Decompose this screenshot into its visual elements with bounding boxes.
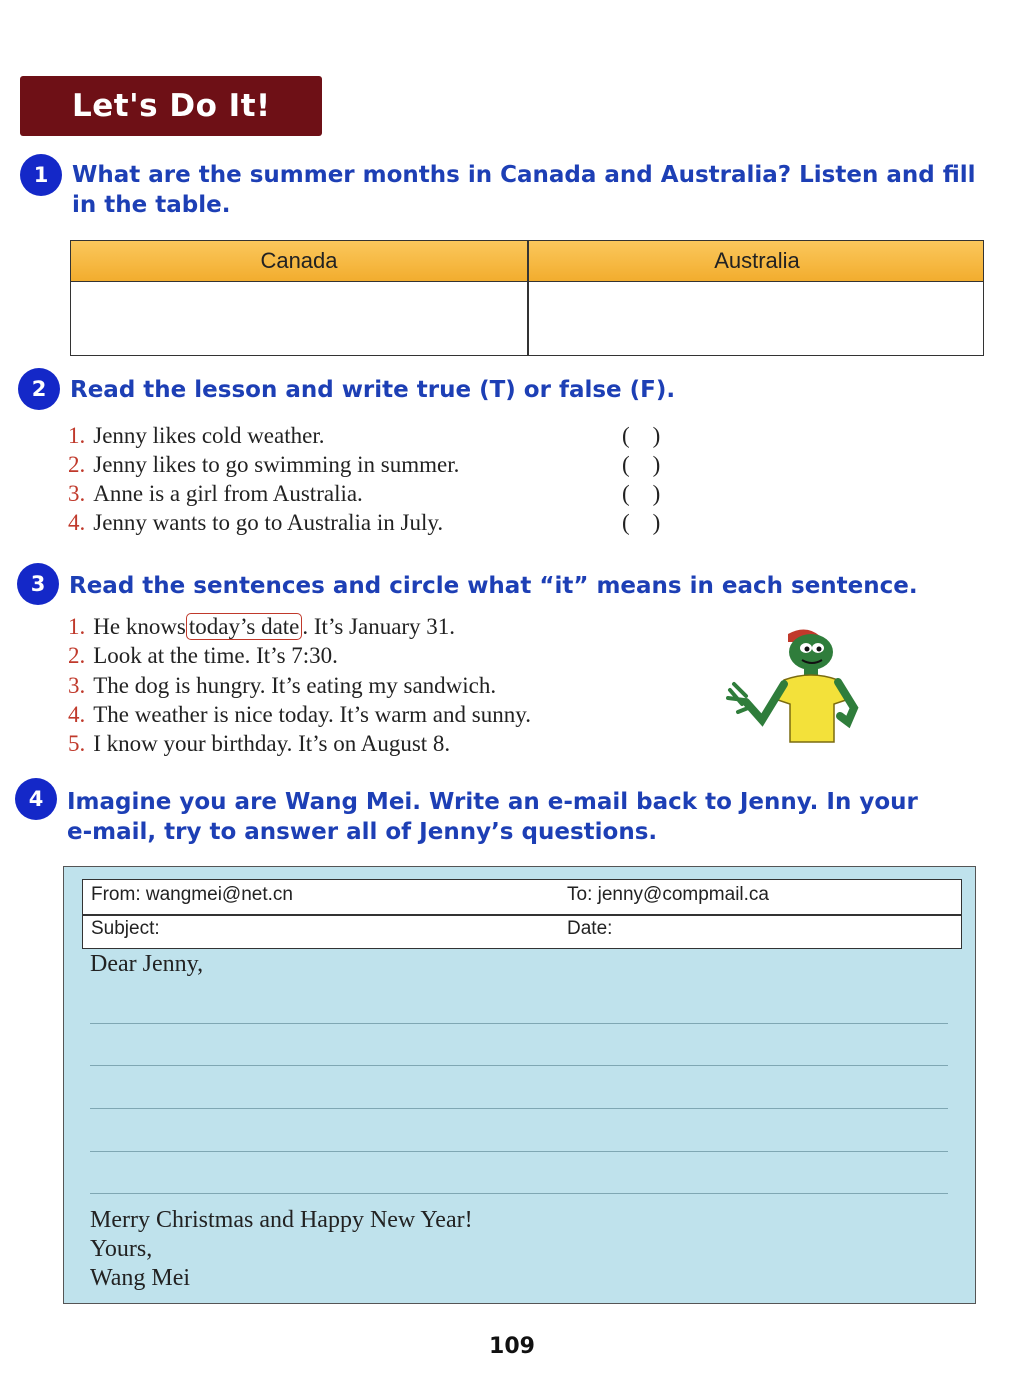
answer-blank-2[interactable]: ( ) bbox=[622, 452, 661, 477]
writing-line[interactable] bbox=[90, 1023, 948, 1024]
banner-title: Let's Do It! bbox=[72, 88, 271, 124]
table-header-australia: Australia bbox=[714, 248, 800, 273]
section-2-heading: Read the lesson and write true (T) or false (F). bbox=[70, 377, 676, 403]
list-item: 3. Anne is a girl from Australia. bbox=[68, 481, 363, 506]
email-to: To: jenny@compmail.ca bbox=[567, 884, 769, 905]
list-item: 1. He knows today’s date . It’s January 31. bbox=[68, 614, 456, 639]
section-1-heading-line1: What are the summer months in Canada and Australia? Listen and fill bbox=[72, 162, 976, 188]
summer-months-table bbox=[70, 240, 984, 356]
section-1-heading bbox=[72, 160, 976, 220]
email-form bbox=[63, 866, 976, 1304]
writing-line[interactable] bbox=[90, 1108, 948, 1109]
list-item: 4. The weather is nice today. It’s warm and sunny. bbox=[68, 702, 531, 727]
email-header-fields bbox=[82, 879, 962, 949]
writing-line[interactable] bbox=[90, 1065, 948, 1066]
answer-blank-3[interactable]: ( ) bbox=[622, 481, 661, 506]
list-item: 2. Jenny likes to go swimming in summer. bbox=[68, 452, 460, 477]
section-4-heading-line2: e-mail, try to answer all of Jenny’s questions. bbox=[67, 819, 658, 845]
section-1-number: 1 bbox=[20, 154, 62, 196]
table-header-canada: Canada bbox=[260, 248, 338, 273]
email-from: From: wangmei@net.cn bbox=[91, 884, 293, 905]
email-closing-wish: Merry Christmas and Happy New Year! bbox=[90, 1207, 473, 1233]
lets-do-it-banner bbox=[20, 76, 322, 136]
section-3-number: 3 bbox=[17, 563, 59, 605]
email-closing-yours: Yours, bbox=[90, 1236, 153, 1262]
email-subject-field[interactable]: Subject: bbox=[91, 918, 160, 939]
list-item: 4. Jenny wants to go to Australia in July. bbox=[68, 510, 444, 535]
list-item: 2. Look at the time. It’s 7:30. bbox=[68, 643, 338, 668]
section-1-heading-line2: in the table. bbox=[72, 192, 231, 218]
writing-line[interactable] bbox=[90, 1193, 948, 1194]
section-2-number: 2 bbox=[18, 368, 60, 410]
email-greeting: Dear Jenny, bbox=[90, 951, 204, 977]
list-item: 5. I know your birthday. It’s on August 8. bbox=[68, 731, 451, 756]
answer-blank-1[interactable]: ( ) bbox=[622, 423, 661, 448]
list-item: 3. The dog is hungry. It’s eating my sandwich. bbox=[68, 673, 497, 698]
australia-answer-cell[interactable] bbox=[529, 283, 983, 355]
email-date-field[interactable]: Date: bbox=[567, 918, 613, 939]
section-4-heading bbox=[67, 787, 918, 847]
canada-answer-cell[interactable] bbox=[71, 283, 527, 355]
section-4-heading-line1: Imagine you are Wang Mei. Write an e-mail back to Jenny. In your bbox=[67, 789, 918, 815]
frog-character-illustration bbox=[716, 624, 864, 756]
section-3-heading: Read the sentences and circle what “it” means in each sentence. bbox=[69, 573, 918, 599]
circled-answer: today’s date bbox=[186, 613, 303, 640]
email-signature: Wang Mei bbox=[90, 1265, 191, 1291]
section-4-number: 4 bbox=[15, 778, 57, 820]
writing-line[interactable] bbox=[90, 1151, 948, 1152]
answer-blank-4[interactable]: ( ) bbox=[622, 510, 661, 535]
list-item: 1. Jenny likes cold weather. bbox=[68, 423, 325, 448]
page-number: 109 bbox=[489, 1334, 535, 1359]
